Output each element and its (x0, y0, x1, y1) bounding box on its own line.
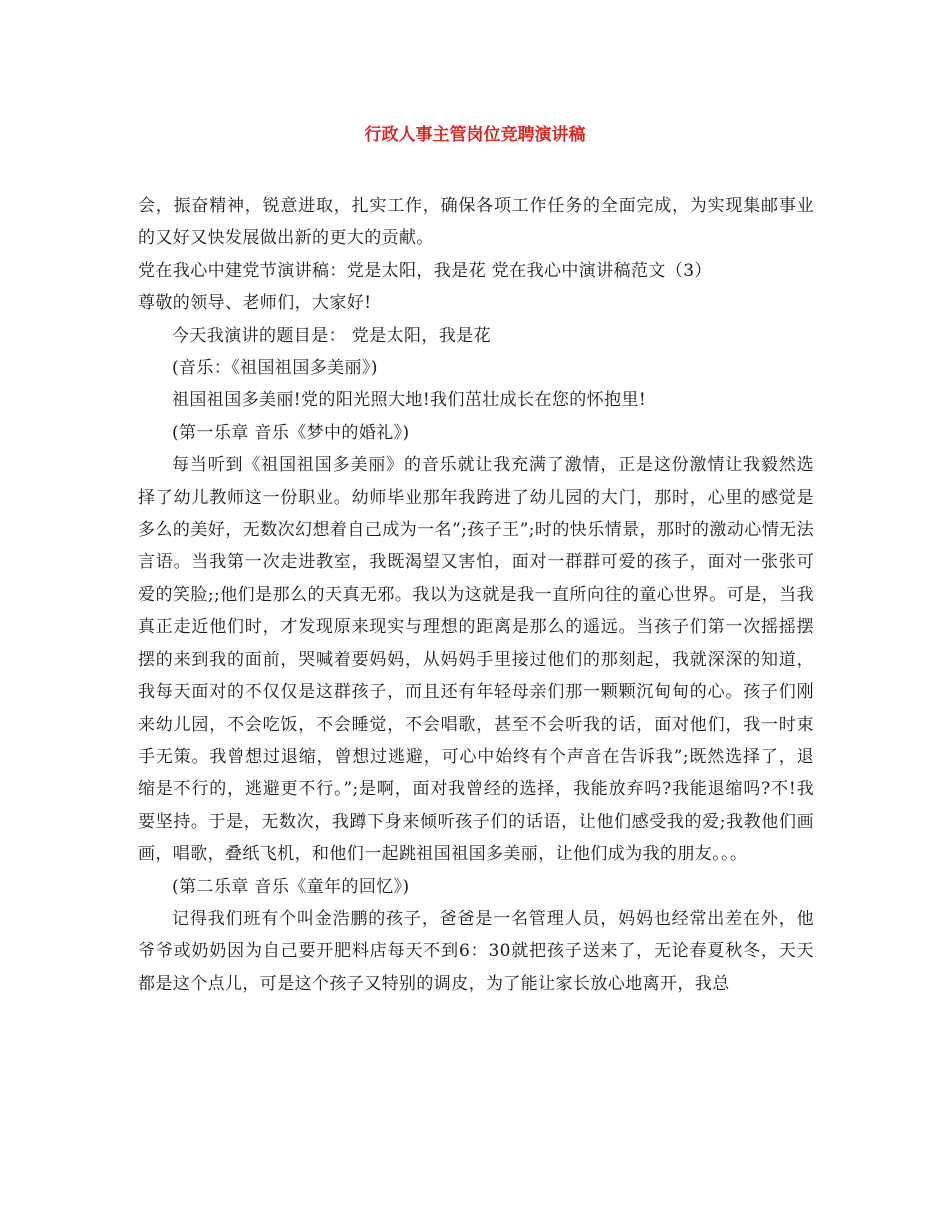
document-title: 行政人事主管岗位竞聘演讲稿 (364, 125, 586, 145)
paragraph: (音乐：《祖国祖国多美丽》) (172, 358, 378, 379)
paragraph: 每当听到《祖国祖国多美丽》的音乐就让我充满了激情，正是这份激情让我毅然选择了幼儿教师这一份职业。幼师毕业那年我跨进了幼儿园的大门，那时，心里的感觉是多么的美好，无数次幻想着自己成为一名”;孩子王”;时的快乐情景，那时的激动心情无法言语。当我第一次走进教室，我既渴望又害怕，面对一群群可爱的孩子，面对一张张可爱的笑脸;;他们是那么的天真无邪。我以为这就是我一直所向往的童心世界。可是，当我真正走近他们时，才发现原来现实与理想的距离是那么的遥远。当孩子们第一次摇摇摆摆的来到我的面前，哭喊着要妈妈，从妈妈手里接过他们的那刻起，我就深深的知道，我每天面对的不仅仅是这群孩子，而且还有年轻母亲们那一颗颗沉甸甸的心。孩子们刚来幼儿园，不会吃饭，不会睡觉，不会唱歌，甚至不会听我的话，面对他们，我一时束手无策。我曾想过退缩，曾想过逃避，可心中始终有个声音在告诉我”;既然选择了，退缩是不行的，逃避更不行。”;是啊，面对我曾经的选择，我能放弃吗?我能退缩吗?不!我要坚持。于是，无数次，我蹲下身来倾听孩子们的话语，让他们感受我的爱;我教他们画画，唱歌，叠纸飞机，和他们一起跳祖国祖国多美丽，让他们成为我的朋友。。。 (138, 455, 814, 865)
paragraph: 会，振奋精神，锐意进取，扎实工作，确保各项工作任务的全面完成，为实现集邮事业的又好又快发展做出新的更大的贡献。 (138, 196, 814, 249)
paragraph: 祖国祖国多美丽!党的阳光照大地!我们茁壮成长在您的怀抱里! (172, 390, 647, 411)
document-body (138, 190, 814, 1000)
paragraph: (第二乐章 音乐《童年的回忆》) (172, 876, 410, 897)
paragraph: 记得我们班有个叫金浩鹏的孩子，爸爸是一名管理人员，妈妈也经常出差在外，他爷爷或奶奶因为自己要开肥料店每天不到6：30就把孩子送来了，无论春夏秋冬，天天都是这个点儿，可是这个孩子又特别的调皮，为了能让家长放心地离开，我总 (138, 908, 814, 994)
paragraph: 今天我演讲的题目是： 党是太阳，我是花 (172, 325, 492, 346)
paragraph: (第一乐章 音乐《梦中的婚礼》) (172, 422, 410, 443)
paragraph: 党在我心中建党节演讲稿：党是太阳，我是花 党在我心中演讲稿范文（3） (138, 260, 712, 281)
paragraph: 尊敬的领导、老师们，大家好! (138, 293, 372, 314)
